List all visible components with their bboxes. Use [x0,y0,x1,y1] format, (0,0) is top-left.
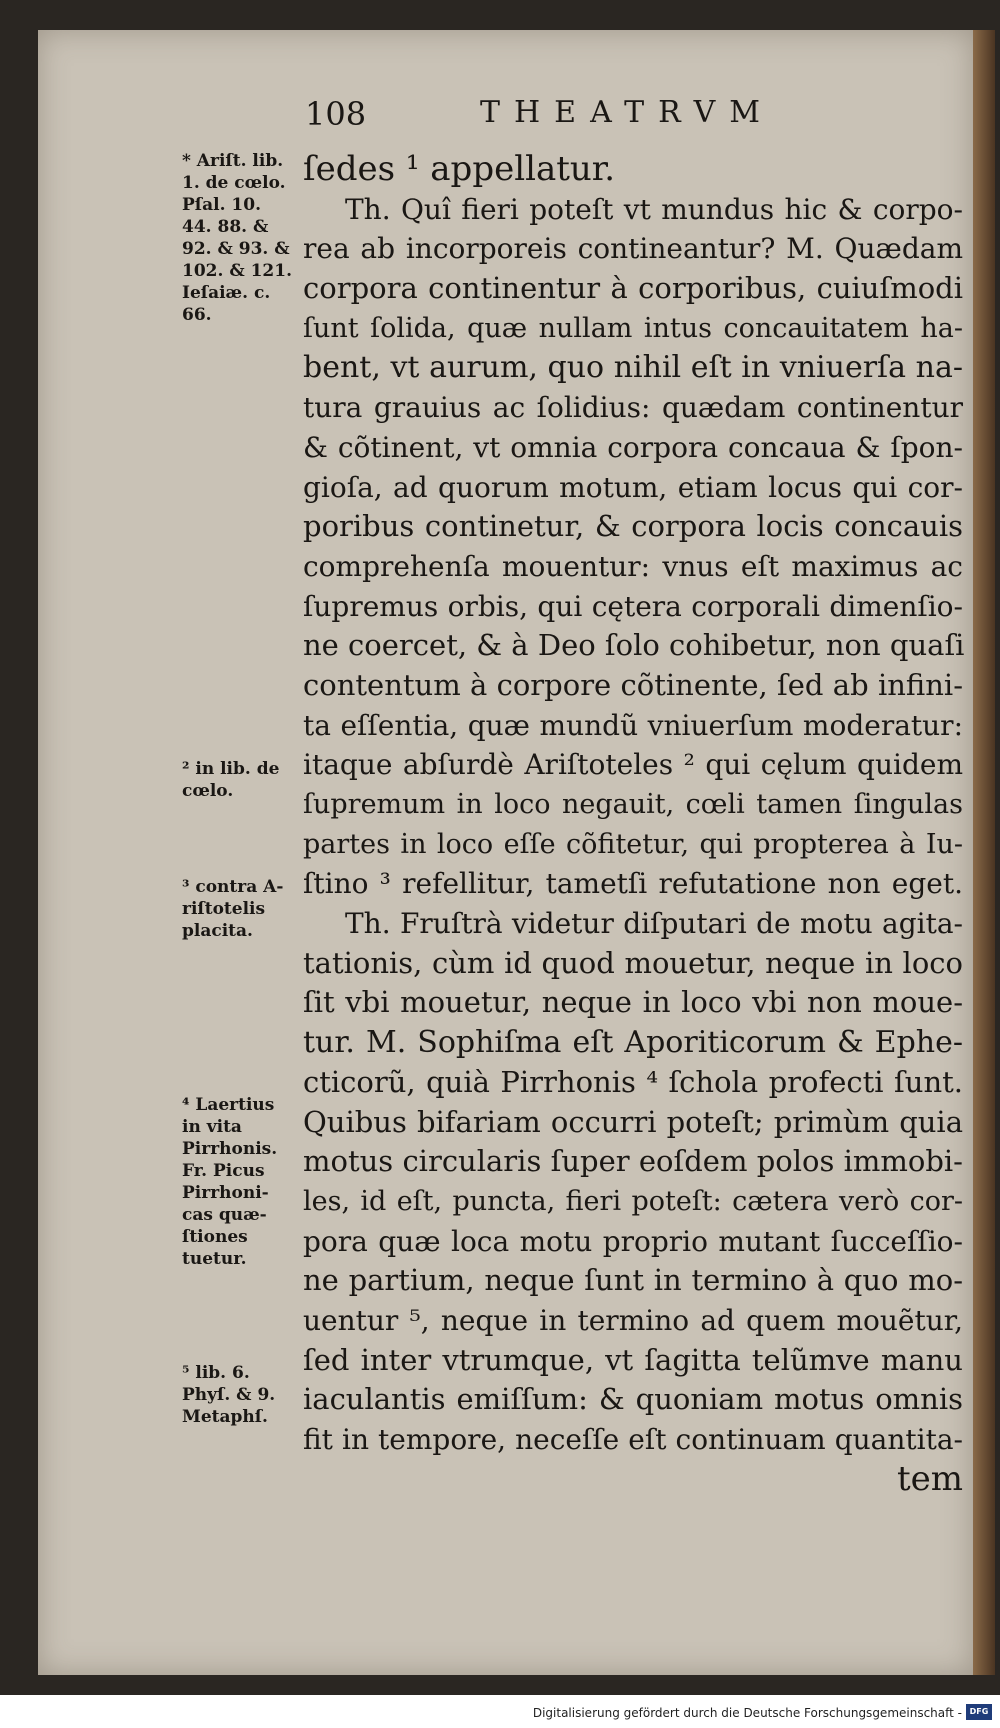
text-line: iaculantis emiſſum: & quoniam motus omnis [303,1382,963,1417]
text-line: cticorũ, quià Pirrhonis ⁴ ſchola profecti ſunt. [303,1064,963,1099]
margin-note-line: placita. [182,921,253,941]
footer-bar [0,1700,1000,1728]
text-line: ſupremum in loco negauit, cœli tamen ſingulas [303,789,963,820]
text-line: les, id eſt, puncta, fieri poteſt: cætera verò cor- [303,1185,963,1217]
margin-note-line: tuetur. [182,1249,247,1269]
text-line: & cõtinent, vt omnia corpora concaua & ſpon- [303,430,963,464]
margin-note-line: riſtotelis [182,899,266,919]
margin-note-line: ⁵ lib. 6. [182,1363,250,1383]
text-line: ſupremus orbis, qui cętera corporali dimenſio- [303,589,963,623]
margin-note-line: Pſal. 10. [182,195,261,215]
margin-note [182,1362,307,1428]
text-line: itaque abſurdè Ariſtoteles ² qui cęlum quidem [303,748,963,782]
margin-note-line: Metaphſ. [182,1407,268,1427]
margin-note-line: Pirrhoni- [182,1183,269,1203]
funding-credit: Digitalisierung gefördert durch die Deutsche Forschungsgemeinschaft - [532,1706,962,1720]
margin-note-line: cœlo. [182,781,234,801]
margin-note-line: Ieſaiæ. c. [182,283,271,303]
margin-note-line: Phyſ. & 9. [182,1385,276,1405]
text-line: ne coercet, & à Deo ſolo cohibetur, non quaſi [303,628,965,663]
page-edge [973,30,995,1675]
margin-note-line: 1. de cœlo. [182,173,286,193]
text-line: motus circularis ſuper eoſdem polos immobi- [303,1144,963,1179]
text-line: ſunt ſolida, quæ nullam intus concauitatem ha- [303,312,963,344]
running-title: THEATRVM [480,95,775,130]
margin-note-line: 102. & 121. [182,261,292,281]
text-line: tur. M. Sophiſma eſt Aporiticorum & Ephe- [303,1025,963,1061]
text-line: tura grauius ac ſolidius: quædam continentur [303,391,963,425]
margin-note [182,150,307,326]
text-line: corpora continentur à corporibus, cuiuſmodi [303,271,963,306]
text-line: Quibus bifariam occurri poteſt; primùm quia [303,1104,963,1139]
catchword: tem [896,1458,963,1499]
text-line: Th. Quî fieri poteſt vt mundus hic & corpo- [345,192,963,226]
text-line: ſed inter vtrumque, vt ſagitta telũmve manu [303,1342,963,1377]
margin-note-line: * Ariſt. lib. [182,151,284,171]
text-line: ſedes ¹ appellatur. [303,149,616,189]
text-line: uentur ⁵, neque in termino ad quem mouẽtur, [303,1303,963,1337]
margin-note [182,1094,307,1270]
text-line: partes in loco eſſe cõfitetur, qui propterea à Iu- [303,828,963,860]
text-line: Th. Fruſtrà videtur diſputari de motu agita- [345,907,963,941]
text-line: gioſa, ad quorum motum, etiam locus qui cor- [303,470,963,504]
text-line: tationis, cùm id quod mouetur, neque in loco [303,945,963,980]
text-line: ne partium, neque ſunt in termino à quo mo- [303,1263,963,1298]
margin-note-line: 44. 88. & [182,217,269,237]
text-line: fit in tempore, neceſſe eſt continuam quantita- [303,1423,963,1456]
text-line: contentum à corpore cõtinente, ſed ab infini- [303,667,963,702]
text-line: pora quæ loca motu proprio mutant ſucceſſio- [303,1224,963,1258]
text-line: ta eſſentia, quæ mundũ vniuerſum moderatur: [303,708,963,742]
margin-note [182,758,307,802]
margin-note-line: Pirrhonis. [182,1139,278,1159]
text-line: bent, vt aurum, quo nihil eſt in vniuerſa na- [303,350,963,386]
margin-note-line: Fr. Picus [182,1161,265,1181]
text-line: comprehenſa mouentur: vnus eſt maximus ac [303,549,963,583]
page-number: 108 [305,95,367,133]
margin-note-line: 92. & 93. & [182,239,290,259]
text-line: rea ab incorporeis contineantur? M. Quædam [303,232,963,266]
margin-note-line: ² in lib. de [182,759,280,779]
margin-note [182,876,307,942]
body-text [303,150,963,1499]
margin-note-line: cas quæ- [182,1205,267,1225]
page-header [305,95,805,139]
text-line: poribus continetur, & corpora locis concauis [303,509,963,544]
margin-note-line: ſtiones [182,1227,248,1247]
margin-note-line: ³ contra A- [182,877,284,897]
text-line: ſit vbi mouetur, neque in loco vbi non moue- [303,985,963,1020]
margin-note-line: 66. [182,305,212,325]
margin-note-line: ⁴ Laertius [182,1095,275,1115]
text-line: ſtino ³ refellitur, tametſi refutatione non eget. [303,867,963,901]
margin-note-line: in vita [182,1117,242,1137]
dfg-logo: DFG [966,1704,992,1720]
